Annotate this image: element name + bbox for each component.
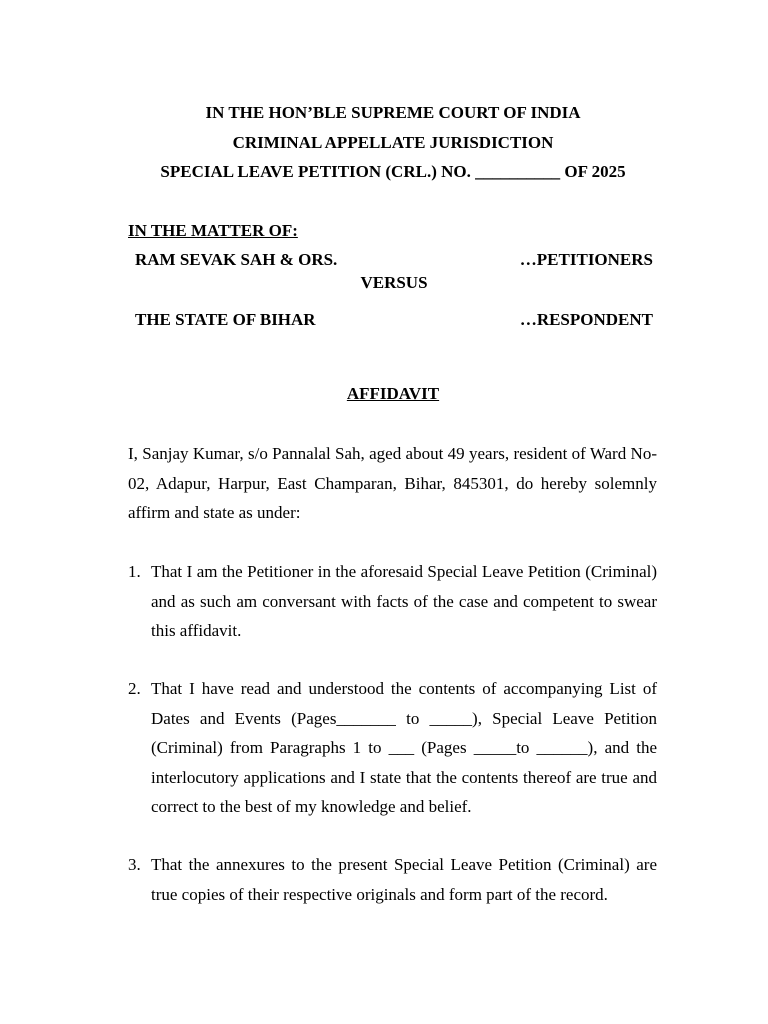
paragraph-text: That I am the Petitioner in the aforesaid Special Leave Petition (Criminal) and as such am conversant with facts of the case and competent to swear this affidavit. (151, 562, 657, 640)
paragraph-number: 2. (128, 679, 141, 698)
respondent-role: …RESPONDENT (519, 310, 653, 329)
paragraph-text: That the annexures to the present Special Leave Petition (Criminal) are true copies of their respective originals and form part of the record. (151, 855, 657, 904)
intro-paragraph: I, Sanjay Kumar, s/o Pannalal Sah, aged about 49 years, resident of Ward No-02, Adapur, Harpur, East Champaran, Bihar, 845301, do hereby solemnly affirm and state as under: (128, 444, 657, 522)
matter-heading: IN THE MATTER OF: (128, 221, 298, 240)
versus-label: VERSUS (360, 273, 428, 292)
numbered-paragraph (128, 850, 657, 909)
document-title: AFFIDAVIT (346, 384, 440, 403)
court-heading: IN THE HON’BLE SUPREME COURT OF INDIA (205, 103, 581, 122)
numbered-paragraph (128, 557, 657, 646)
respondent-name: THE STATE OF BIHAR (135, 310, 316, 329)
petitioner-role: …PETITIONERS (519, 250, 653, 269)
paragraph-number: 1. (128, 562, 141, 581)
petitioner-name: RAM SEVAK SAH & ORS. (135, 250, 338, 269)
jurisdiction-heading: CRIMINAL APPELLATE JURISDICTION (232, 133, 554, 152)
paragraph-number: 3. (128, 855, 141, 874)
numbered-paragraph (128, 674, 657, 822)
paragraph-text: That I have read and understood the contents of accompanying List of Dates and Events (Pages_______ to _____), Special Leave Petition (Criminal) from Paragraphs 1 to ___ (Pages _____to ______), and the interlocutory applications and I state that the contents thereof are true and correct to the best of my knowledge and belief. (151, 679, 657, 816)
petition-number-heading: SPECIAL LEAVE PETITION (CRL.) NO. __________ OF 2025 (160, 162, 626, 181)
